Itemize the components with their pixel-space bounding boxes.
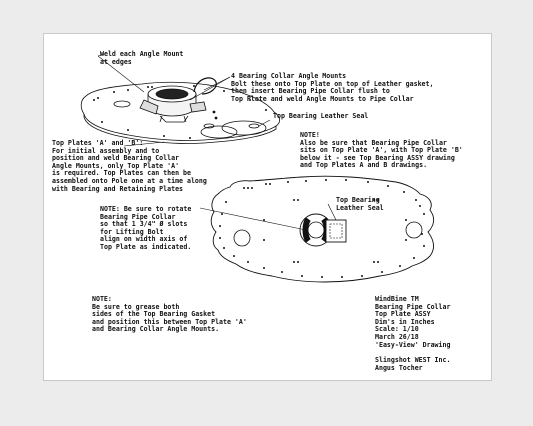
iso-pipe-collar	[140, 86, 206, 122]
weld-angle-mount-callout: Weld each Angle Mount at edges	[100, 50, 184, 66]
collar-angle-mounts-callout: 4 Bearing Collar Angle Mounts Bolt these onto Top Plate on top of Leather gasket, then insert Bearing Pipe Collar flush to Top Plate and weld Angle Mounts to Pipe Collar	[231, 72, 434, 103]
drawing-sheet	[43, 33, 492, 381]
rotate-collar-note: NOTE: Be sure to rotate Bearing Pipe Collar so that 1 3/4" Ø slots for Lifting Bolt align on width axis of Top Plate as indicated.	[100, 205, 192, 251]
leather-seal-callout-2: Top Bearing Leather Seal	[336, 196, 384, 212]
iso-plate-lobes	[201, 121, 266, 138]
top-plates-callout: Top Plates 'A' and 'B': For initial assembly and to position and weld Bearing Collar Angle Mounts, only Top Plate 'A' is required. Top Plates can then be assembled onto Pole one at a time along with Bearing and Retaining Plates	[52, 139, 207, 193]
leather-seal-callout: Top Bearing Leather Seal	[273, 112, 369, 120]
grease-gasket-note: NOTE: Be sure to grease both sides of the Top Bearing Gasket and position this between Top Plate 'A' and Bearing Collar Angle Mounts.	[92, 295, 247, 334]
title-block: WindBine TM Bearing Pipe Collar Top Plate ASSY Dim's in Inches Scale: 1/10 March 26/18 'Easy-View' Drawing	[375, 295, 451, 349]
top-view-pipe-collar	[300, 214, 346, 246]
collar-position-note: NOTE! Also be sure that Bearing Pipe Collar sits on Top Plate 'A', with Top Plate 'B' below it - see Top Bearing ASSY drawing and Top Plates A and B drawings.	[300, 131, 463, 170]
company-name: Slingshot WEST Inc. Angus Tocher	[375, 356, 451, 372]
